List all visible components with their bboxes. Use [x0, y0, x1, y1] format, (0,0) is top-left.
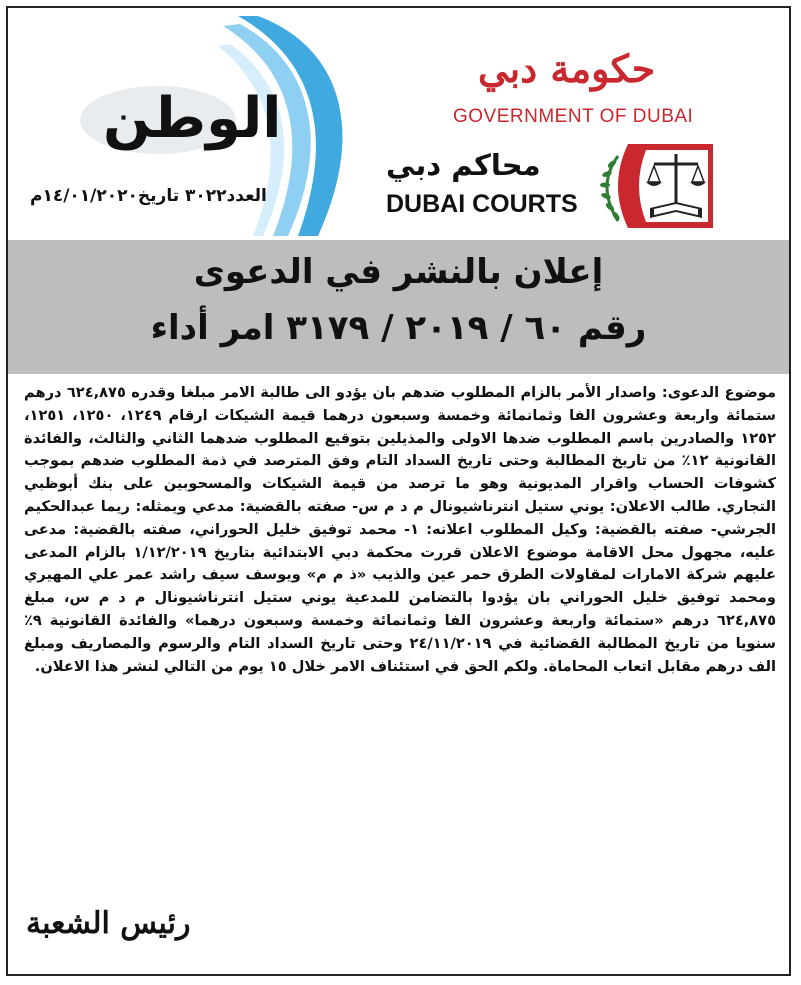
newspaper-name: الوطن [103, 86, 282, 151]
header [8, 8, 789, 238]
title-band [8, 240, 789, 374]
notice-body: موضوع الدعوى: واصدار الأمر بالزام المطلوب ضدهم بان يؤدو الى طالبة الامر مبلغا وقدره ٦٢٤,٨٧٥ درهم ستمائة واربعة وعشرون الفا وثمانمائة وخمسة وسبعون درهما قيمة الشيكات ارقام ١٢٤٩، ١٢٥٠، ١٢٥١، ١٢٥٢ والصادرين باسم المطلوب ضدها الاولى والمذيلين بتوقيع المطلوب ضدهما الثاني والثالث، والفائدة القانونية ١٢٪ من تاريخ المطالبة وحتى تاريخ السداد التام وفق المترصد في ذمة المطلوب ضدهم بموجب كشوفات الحساب واقرار المديونية وهو ما ترصد من قيمة الشيكات والمسحوبين على بنك أبوظبي التجاري. طالب الاعلان: يوني ستيل انترناشيونال م د م س- صفته بالقضية: مدعي ويمثله: ريما عبدالحكيم الجرشي- صفته بالقضية: وكيل المطلوب اعلانه: ١- محمد توفيق خليل الحوراني، صفته بالقضية: مدعى عليه، مجهول محل الاقامة موضوع الاعلان قررت محكمة دبي الابتدائية بتاريخ ١/١٢/٢٠١٩ بالزام المدعى عليهم شركة الامارات لمقاولات الطرق حمر عين والذيب «ذ م م» ويوسف سيف راشد عمر علي المهيري ومحمد توفيق خليل الحوراني بان يؤدوا بالتضامن للمدعية يوني ستيل انترناشيونال م د م س، مبلغ ٦٢٤,٨٧٥ درهم «ستمائة واربعة وعشرون الفا وثمانمائة وخمسة وسبعون درهما» والفائدة القانونية ٩٪ سنويا من تاريخ المطالبة القضائية في ٢٤/١١/٢٠١٩ وحتى تاريخ السداد التام والرسوم والمصاريف ومبلغ الف درهم مقابل اتعاب المحاماة. ولكم الحق في استئناف الامر خلال ١٥ يوم من التالي لنشر هذا الاعلان. [24, 384, 777, 675]
signature: رئيس الشعبة [26, 906, 191, 941]
courts-arabic-name: محاكم دبي [386, 148, 541, 182]
notice-frame [6, 6, 791, 976]
courts-scales-emblem-icon [588, 136, 718, 236]
issue-date-line: العدد٣٠٢٢ تاريخ١٤/٠١/٢٠٢٠م [30, 186, 267, 206]
notice-title: إعلان بالنشر في الدعوى [193, 252, 604, 292]
case-number: رقم ٦٠ / ٢٠١٩ / ٣١٧٩ امر أداء [150, 308, 647, 348]
government-english-logo: GOVERNMENT OF DUBAI [453, 106, 694, 127]
government-arabic-logo: حكومة دبي [478, 46, 656, 91]
courts-english-name: DUBAI COURTS [386, 190, 578, 218]
